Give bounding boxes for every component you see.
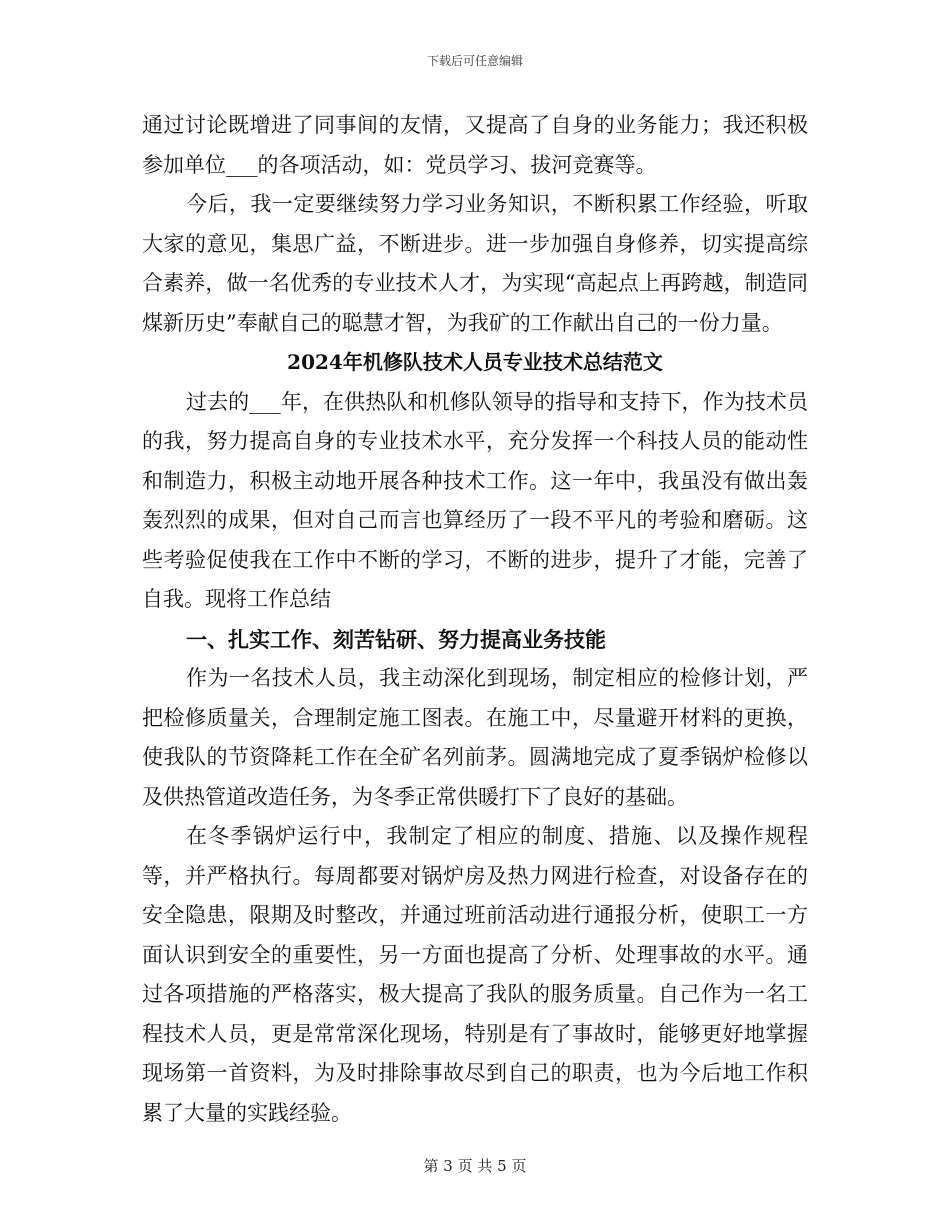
paragraph-future-plans: 今后，我一定要继续努力学习业务知识，不断积累工作经验，听取大家的意见，集思广益，不断进步。进一步加强自身修养，切实提高综合素养，做一名优秀的专业技术人才，为实现“高起点上再跨越，制造同煤新历史”奉献自己的聪慧才智，为我矿的工作献出自己的一份力量。 bbox=[142, 192, 808, 335]
document-title: 2024年机修队技术人员专业技术总结范文 bbox=[287, 350, 663, 374]
paragraph-continuation: 通过讨论既增进了同事间的友情，又提高了自身的业务能力；我还积极参加单位___的各项活动，如：党员学习、拔河竞赛等。 bbox=[142, 113, 808, 177]
page-footer: 第 3 页 共 5 页 bbox=[423, 1157, 527, 1175]
page-header: 下载后可任意编辑 bbox=[426, 54, 523, 68]
section-heading-1: 一、扎实工作、刻苦钻研、努力提高业务技能 bbox=[186, 626, 606, 652]
document-body bbox=[142, 106, 808, 1133]
paragraph-work-onsite: 作为一名技术人员，我主动深化到现场，制定相应的检修计划，严把检修质量关，合理制定施工图表。在施工中，尽量避开材料的更换，使我队的节资降耗工作在全矿名列前茅。圆满地完成了夏季锅炉检修以及供热管道改造任务，为冬季正常供暖打下了良好的基础。 bbox=[142, 666, 808, 809]
paragraph-winter-boiler: 在冬季锅炉运行中，我制定了相应的制度、措施、以及操作规程等，并严格执行。每周都要对锅炉房及热力网进行检查，对设备存在的安全隐患，限期及时整改，并通过班前活动进行通报分析，使职工一方面认识到安全的重要性，另一方面也提高了分析、处理事故的水平。通过各项措施的严格落实，极大提高了我队的服务质量。自己作为一名工程技术人员，更是常常深化现场，特别是有了事故时，能够更好地掌握现场第一首资料，为及时排除事故尽到自己的职责，也为今后地工作积累了大量的实践经验。 bbox=[142, 824, 808, 1125]
paragraph-intro: 过去的___年，在供热队和机修队领导的指导和支持下，作为技术员的我，努力提高自身的专业技术水平，充分发挥一个科技人员的能动性和制造力，积极主动地开展各种技术工作。这一年中，我虽没有做出轰轰烈烈的成果，但对自己而言也算经历了一段不平凡的考验和磨砺。这些考验促使我在工作中不断的学习，不断的进步，提升了才能，完善了自我。现将工作总结 bbox=[142, 389, 808, 611]
